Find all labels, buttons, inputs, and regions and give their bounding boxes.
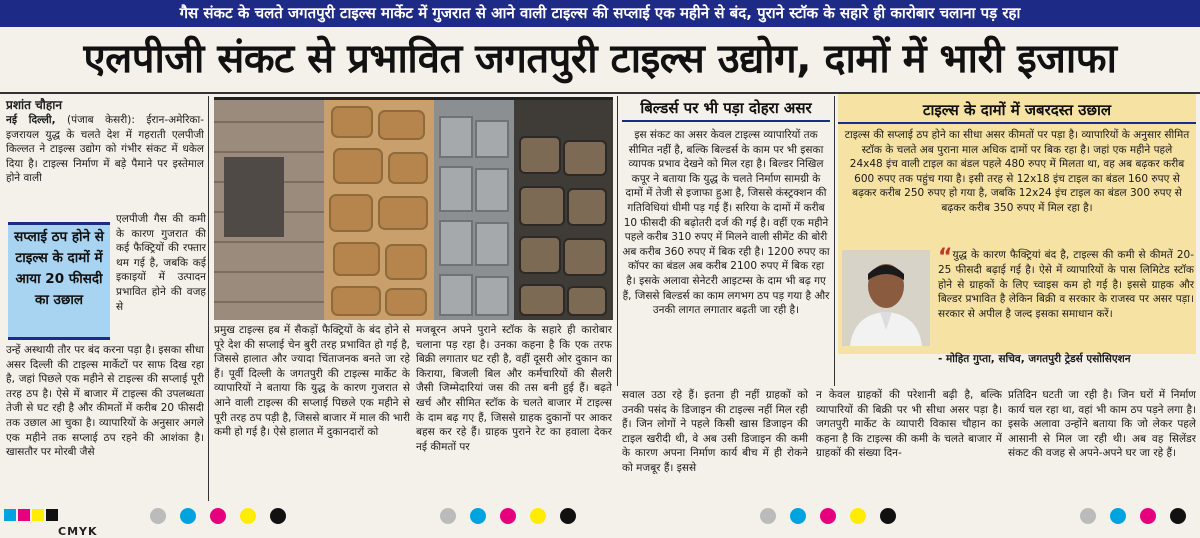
color-swatch [4, 509, 16, 521]
tiles-photo [214, 97, 613, 320]
article-column-6: प्रतिदिन घटती जा रही है। जिन घरों में निर्माण कार्य चल रहा था, वहां भी काम ठप पड़ने लगा है। इसके अलावा उन्होंने बताया कि जो लेकर पहले आसानी से मिल जा रही थी। अब वह सिलेंडर संकट की वजह से अपने-अपने घर जा रहे हैं। [1008, 389, 1196, 460]
registration-mark-icon [500, 508, 516, 524]
registration-mark-icon [880, 508, 896, 524]
pull-quote: सप्लाई ठप होने से टाइल्स के दामों में आया 20 फीसदी का उछाल [8, 222, 110, 340]
column-rule [834, 96, 835, 386]
spokesperson-portrait [842, 250, 930, 346]
cmyk-label: CMYK [58, 525, 98, 538]
registration-mark-icon [150, 508, 166, 524]
source: (पंजाब केसरी): [55, 114, 147, 126]
tiles-illustration [214, 97, 613, 320]
builders-section-heading: बिल्डर्स पर भी पड़ा दोहरा असर [622, 98, 830, 122]
color-swatch [18, 509, 30, 521]
registration-mark-icon [820, 508, 836, 524]
color-swatch [32, 509, 44, 521]
registration-mark-icon [270, 508, 286, 524]
article-column-4: सवाल उठा रहे हैं। इतना ही नहीं ग्राहकों को उनकी पसंद के डिजाइन की टाइल्स नहीं मिल रही हैं। जिन लोगों ने पहले किसी खास डिजाइन की टाइल खरीदी थी, वे अब उसी डिजाइन की कमी के कारण अपना निर्माण कार्य बीच में ही रोकने को मजबूर हैं। इससे [622, 389, 808, 474]
prices-section-body: टाइल्स की सप्लाई ठप होने का सीधा असर कीमतों पर पड़ा है। व्यापारियों के अनुसार सीमित स्टॉक के चलते अब पुराना माल अधिक दामों पर बिक रहा है। जहां एक महीने पहले 24x48 इंच वाली टाइल का बंडल पहले 480 रुपए में मिलता था, वह अब बढ़कर करीब 600 रुपए तक पहुंच गया है। इसी तरह से 12x18 इंच टाइल का बंडल 160 रुपए से बढ़कर करीब 250 रुपए हो गया है, जबकि 12x24 इंच टाइल का बंडल 300 रुपए से बढ़कर करीब 350 रुपए में मिल रहा है। [844, 129, 1190, 214]
article-column-5: न केवल ग्राहकों की परेशानी बढ़ी है, बल्कि व्यापारियों की बिक्री पर भी सीधा असर पड़ा है। जगतपुरी मार्केट के व्यापारी विकास चौहान का कहना है कि टाइल्स की कमी के चलते बाजार में ग्राहकों की संख्या दिन- [816, 389, 1002, 460]
print-registration-strip [0, 505, 1200, 538]
quote-mark-icon: “ [938, 245, 953, 270]
spokesperson-quote [938, 245, 1194, 321]
registration-mark-icon [560, 508, 576, 524]
kicker-banner: गैस संकट के चलते जगतपुरी टाइल्स मार्केट में गुजरात से आने वाली टाइल्स की सप्लाई एक महीने से बंद, पुराने स्टॉक के सहारे ही कारोबार चलाना पड़ रहा [0, 0, 1200, 27]
page-title: एलपीजी संकट से प्रभावित जगतपुरी टाइल्स उद्योग, दामों में भारी इजाफा [83, 36, 1117, 82]
registration-mark-icon [470, 508, 486, 524]
article-paragraph: ईरान-अमेरिका-इजरायल युद्ध के चलते देश में गहराती एलपीजी किल्लत ने टाइल्स उद्योग को गंभीर संकट में धकेल दिया है। टाइल्स निर्माण में बड़े पैमाने पर इस्तेमाल होने वाली [6, 114, 204, 185]
person-silhouette [842, 250, 930, 346]
registration-mark-icon [180, 508, 196, 524]
registration-mark-icon [210, 508, 226, 524]
registration-mark-icon [530, 508, 546, 524]
registration-mark-icon [1080, 508, 1096, 524]
builders-section-body: इस संकट का असर केवल टाइल्स व्यापारियों तक सीमित नहीं है, बल्कि बिल्डर्स के काम पर भी इसका व्यापक प्रभाव देखने को मिल रहा है। बिल्डर निखिल कपूर ने बताया कि युद्ध के चलते निर्माण सामग्री के दामों में तेजी से इजाफा हुआ है, जिससे कंस्ट्रक्शन की गतिविधियां धीमी पड़ गई हैं। सरिया के दामों में करीब 10 फीसदी की बढ़ोतरी दर्ज की गई है। वहीं एक महीने पहले करीब 310 रुपए में मिलने वाली सीमेंट की बोरी अब करीब 360 रुपए में बिक रही है। 1200 रुपए का कॉपर का बंडल अब करीब 2100 रुपए में बिक रहा है। इसके अलावा सेनेटरी आइटम्स के दाम भी बढ़ गए हैं, जिससे बिल्डर्स का काम लगभग ठप पड़ गया है और उनकी लागत लगातार बढ़ती जा रही है। [622, 129, 830, 317]
article-column-2: प्रमुख टाइल्स हब में सैकड़ों फैक्ट्रियों के बंद होने से पूरे देश की सप्लाई चेन बुरी तरह प्रभावित हो गई है, जिससे हालात और ज्यादा चिंताजनक बनते जा रहे हैं। पूर्वी दिल्ली के जगतपुरी की टाइल्स मार्केट के व्यापारियों ने बताया कि युद्ध के कारण गुजरात से आने वाली टाइल्स की सप्लाई पिछले एक महीने से पूरी तरह ठप पड़ी है, जिससे बाजार में माल की भारी कमी हो गई है। ऐसे हालात में दुकानदारों को [214, 324, 410, 439]
prices-section-heading: टाइल्स के दामों में जबरदस्त उछाल [922, 101, 1112, 119]
registration-mark-icon [1140, 508, 1156, 524]
article-column-1-top [6, 113, 204, 217]
byline: प्रशांत चौहान [6, 98, 62, 112]
quote-signature: - मोहित गुप्ता, सचिव, जगतपुरी ट्रेडर्स एसोसिएशन [938, 353, 1131, 365]
registration-mark-icon [1170, 508, 1186, 524]
registration-mark-icon [440, 508, 456, 524]
article-column-1-wrap: एलपीजी गैस की कमी के कारण गुजरात की कई फैक्ट्रियों की रफ्तार थम गई है, जबकि कई इकाइयों में उत्पादन प्रभावित होने की वजह से [116, 213, 206, 313]
column-rule [617, 96, 618, 386]
quote-text: युद्ध के कारण फैक्ट्रियां बंद है, टाइल्स की कमी से कीमतें 20-25 फीसदी बढ़ाई गई है। ऐसे में व्यापारियों के पास लिमिटेड स्टॉक होने से ग्राहकों के लिए च्वाइस कम हो गई है। इससे ग्राहक और बिल्डर प्रभावित है लेकिन बिक्री व सरकार के राजस्व पर असर पड़ा। सरकार से अपील है जल्द इसका समाधान करें। [938, 249, 1194, 320]
registration-mark-icon [760, 508, 776, 524]
color-swatch [46, 509, 58, 521]
registration-mark-icon [850, 508, 866, 524]
article-column-1-bottom: उन्हें अस्थायी तौर पर बंद करना पड़ा है। इसका सीधा असर दिल्ली की टाइल्स मार्केटों पर साफ दिख रहा है, जहां पिछले एक महीने से टाइल्स की सप्लाई पूरी तरह ठप है। ऐसे में बाजार में टाइल्स की उपलब्धता तेजी से घट रही है और कीमतों में करीब 20 फीसदी तक उछाल आ चुका है। व्यापारियों के अनुसार अगले एक महीने तक सप्लाई ठप रहने की आशंका है। खासतौर पर मोरबी जैसे [6, 344, 204, 459]
dateline: नई दिल्ली, [6, 114, 56, 126]
registration-mark-icon [240, 508, 256, 524]
registration-mark-icon [1110, 508, 1126, 524]
registration-mark-icon [790, 508, 806, 524]
article-column-3: मजबूरन अपने पुराने स्टॉक के सहारे ही कारोबार चलाना पड़ रहा है। उनका कहना है कि एक तरफ बिक्री लगातार घट रही है, वहीं दूसरी ओर दुकान का किराया, बिजली बिल और कर्मचारियों की सैलरी जैसी जिम्मेदारियां जस की तस बनी हुई हैं। बढ़ते खर्च और सीमित स्टॉक के चलते बाजार में टाइल्स के दाम बढ़ गए हैं, जिससे ग्राहक दुकानों पर आकर बहस कर रहे हैं। ग्राहक पुराने रेट का हवाला देकर नई कीमतों पर [416, 324, 612, 453]
column-rule [208, 96, 209, 501]
